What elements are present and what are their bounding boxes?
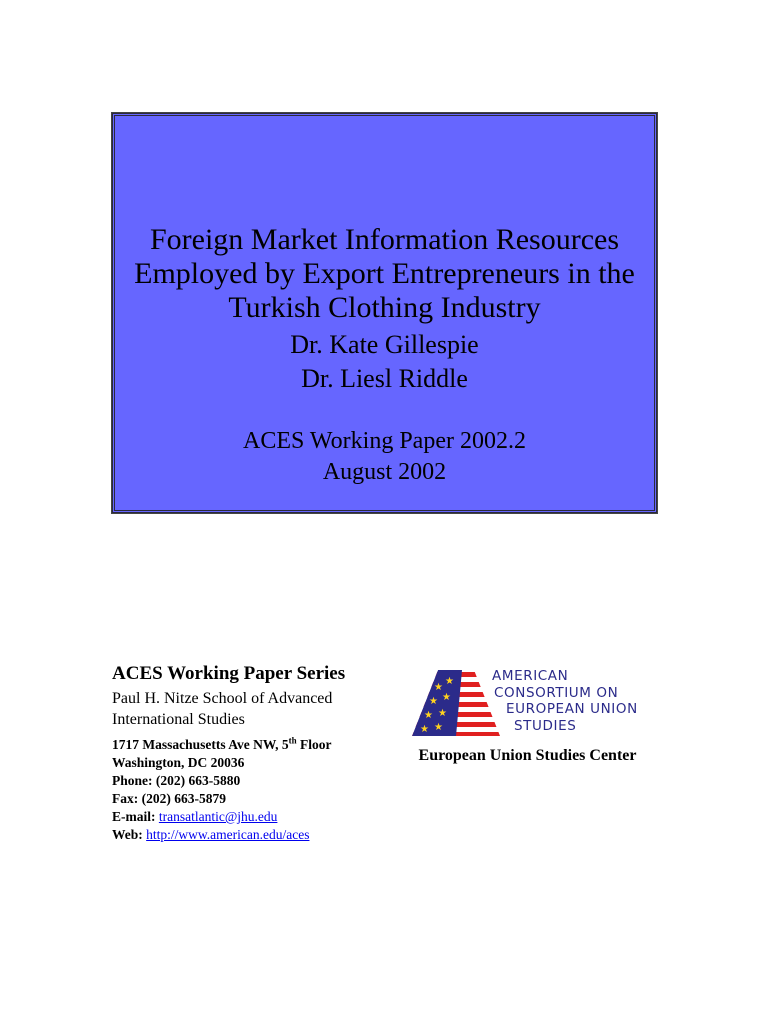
- street-address: [112, 736, 402, 754]
- contact-block: [112, 662, 402, 844]
- svg-text:★: ★: [438, 708, 447, 719]
- cover-title-box: [112, 113, 657, 513]
- svg-text:★: ★: [434, 682, 443, 693]
- logo-line: EUROPEAN UNION: [506, 701, 638, 717]
- address-text: 1717 Massachusetts Ave NW, 5: [112, 737, 289, 752]
- phone-line: Phone: (202) 663-5880: [112, 773, 241, 788]
- title-line: Turkish Clothing Industry: [228, 291, 541, 324]
- email-line: [112, 808, 402, 826]
- paper-number: ACES Working Paper 2002.2: [243, 428, 526, 454]
- fax-line: Fax: (202) 663-5879: [112, 791, 226, 806]
- svg-text:★: ★: [429, 696, 438, 707]
- svg-text:★: ★: [420, 724, 429, 735]
- title-line: Employed by Export Entrepreneurs in the: [134, 257, 635, 290]
- title-line: Foreign Market Information Resources: [149, 223, 620, 256]
- web-link[interactable]: http://www.american.edu/aces: [146, 827, 310, 842]
- email-label: E-mail:: [112, 809, 159, 824]
- svg-text:★: ★: [445, 676, 454, 687]
- author-name: Dr. Liesl Riddle: [301, 364, 468, 393]
- authors: [115, 328, 654, 396]
- paper-date: August 2002: [322, 459, 447, 485]
- logo-wordmark: [492, 668, 638, 734]
- address-ordinal: th: [288, 735, 297, 746]
- paper-title: [115, 223, 654, 325]
- logo-line: STUDIES: [514, 717, 577, 734]
- aces-logo: [412, 668, 652, 740]
- email-link[interactable]: transatlantic@jhu.edu: [158, 809, 278, 824]
- series-title: ACES Working Paper Series: [112, 663, 346, 684]
- web-line: [112, 826, 402, 844]
- school-line: Paul H. Nitze School of Advanced: [112, 690, 333, 707]
- logo-line: AMERICAN: [492, 668, 569, 684]
- address-floor: Floor: [296, 737, 332, 752]
- svg-text:★: ★: [424, 710, 433, 721]
- logo-line: CONSORTIUM ON: [494, 684, 619, 701]
- paper-info: [115, 426, 654, 488]
- author-name: Dr. Kate Gillespie: [290, 330, 479, 359]
- svg-text:★: ★: [434, 722, 443, 733]
- center-name: European Union Studies Center: [418, 747, 637, 764]
- school-line: International Studies: [112, 711, 245, 728]
- contact-details: [112, 736, 402, 844]
- school-name: [112, 688, 402, 730]
- web-label: Web:: [112, 827, 147, 842]
- city-line: Washington, DC 20036: [112, 755, 245, 770]
- svg-text:★: ★: [442, 692, 451, 703]
